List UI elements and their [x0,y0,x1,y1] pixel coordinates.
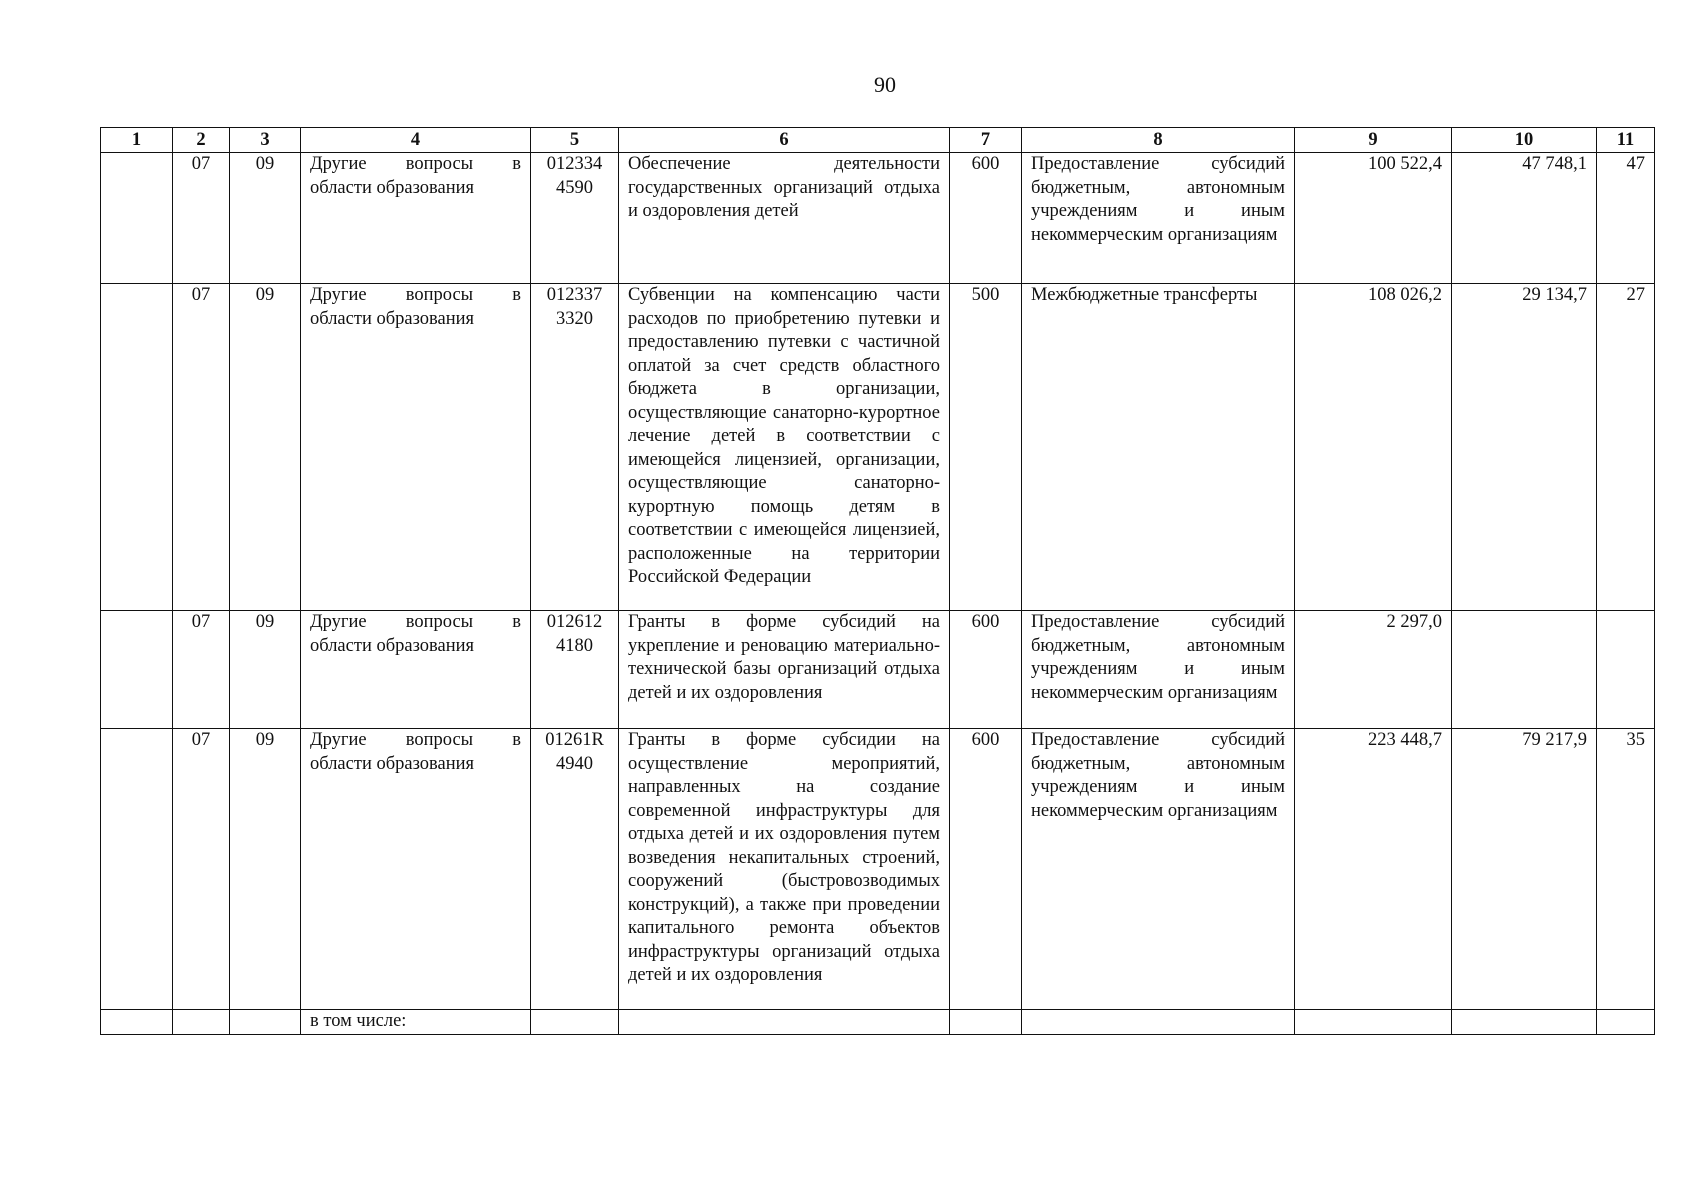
cell-expense-type: 600 [950,611,1022,729]
cell-target-code [531,284,619,611]
empty-cell [230,1010,301,1035]
cell-section-name [301,611,531,729]
section-name-word: вопросы [405,285,474,305]
column-header: 9 [1295,128,1452,153]
cell-amount-executed: 79 217,9 [1452,729,1597,1010]
column-header: 10 [1452,128,1597,153]
cell-section-name [301,729,531,1010]
cell-section: 07 [173,284,230,611]
cell-target-name: Гранты в форме субсидий на укрепление и реновацию материально-технической базы организаций отдыха детей и их оздоровления [619,611,950,729]
section-name-rest: области образования [310,308,475,329]
cell-percent: 35 [1597,729,1655,1010]
cell-section: 07 [173,729,230,1010]
cell-amount-plan: 100 522,4 [1295,153,1452,284]
target-code-line2: 4180 [556,635,593,656]
column-header: 1 [101,128,173,153]
target-code-line2: 4940 [556,753,593,774]
section-name-word: Другие [310,612,367,632]
cell-col1 [101,153,173,284]
column-header: 3 [230,128,301,153]
table-row [101,153,1655,284]
table-row [101,284,1655,611]
section-name-first-line [310,153,521,177]
column-header: 7 [950,128,1022,153]
cell-expense-type: 500 [950,284,1022,611]
table-row [101,729,1655,1010]
cell-expense-type: 600 [950,729,1022,1010]
target-code-line1: 012337 [546,285,603,305]
target-code-line1: 012334 [546,154,603,174]
cell-amount-plan: 2 297,0 [1295,611,1452,729]
cell-section: 07 [173,611,230,729]
section-name-word: Другие [310,154,367,174]
section-name-first-line [310,729,521,753]
empty-cell [950,1010,1022,1035]
section-name-first-line [310,611,521,635]
cell-section-name [301,284,531,611]
section-name-word: в [512,285,521,305]
cell-expense-name: Межбюджетные трансферты [1022,284,1295,611]
empty-cell [1295,1010,1452,1035]
column-header: 6 [619,128,950,153]
cell-col1 [101,284,173,611]
section-name-word: вопросы [405,730,474,750]
cell-expense-name: Предоставление субсидий бюджетным, автономным учреждениям и иным некоммерческим организациям [1022,611,1295,729]
cell-percent [1597,611,1655,729]
target-code-line1: 012612 [546,612,603,632]
cell-expense-type: 600 [950,153,1022,284]
section-name-word: Другие [310,730,367,750]
cell-amount-executed: 29 134,7 [1452,284,1597,611]
section-name-rest: области образования [310,753,475,774]
cell-target-name: Обеспечение деятельности государственных организаций отдыха и оздоровления детей [619,153,950,284]
column-header: 11 [1597,128,1655,153]
empty-cell [531,1010,619,1035]
budget-table [100,127,1655,1035]
target-code-line1: 01261R [545,730,604,750]
section-name-first-line [310,284,521,308]
target-code-line2: 3320 [556,308,593,329]
cell-subsection: 09 [230,284,301,611]
cell-amount-executed: 47 748,1 [1452,153,1597,284]
cell-expense-name: Предоставление субсидий бюджетным, автономным учреждениям и иным некоммерческим организациям [1022,729,1295,1010]
cell-section-name [301,153,531,284]
cell-amount-plan: 108 026,2 [1295,284,1452,611]
column-header: 2 [173,128,230,153]
cell-target-name: Гранты в форме субсидии на осуществление мероприятий, направленных на создание современной инфраструктуры для отдыха детей и их оздоровления путем возведения некапитальных строений, сооружений (быстровозводимых конструкций), а также при проведении капитального ремонта объектов инфраструктуры организаций отдыха детей и их оздоровления [619,729,950,1010]
section-name-word: в [512,730,521,750]
cell-subsection: 09 [230,729,301,1010]
empty-cell [1452,1010,1597,1035]
empty-cell [619,1010,950,1035]
cell-target-code [531,729,619,1010]
section-name-word: вопросы [405,154,474,174]
subtotal-row [101,1010,1655,1035]
cell-subsection: 09 [230,153,301,284]
cell-amount-plan: 223 448,7 [1295,729,1452,1010]
section-name-word: Другие [310,285,367,305]
page-number: 90 [874,72,896,97]
cell-expense-name: Предоставление субсидий бюджетным, автономным учреждениям и иным некоммерческим организациям [1022,153,1295,284]
header-row [101,128,1655,153]
target-code-line2: 4590 [556,177,593,198]
section-name-word: вопросы [405,612,474,632]
cell-section: 07 [173,153,230,284]
cell-col1 [101,611,173,729]
section-name-word: в [512,154,521,174]
section-name-rest: области образования [310,177,475,198]
column-header: 5 [531,128,619,153]
section-name-word: в [512,612,521,632]
subtotal-label: в том числе: [301,1010,531,1035]
cell-col1 [101,729,173,1010]
table-row [101,611,1655,729]
cell-target-name: Субвенции на компенсацию части расходов по приобретению путевки и предоставлению путевки с частичной оплатой за счет средств областного бюджета в организации, осуществляющие санаторно-курортное лечение детей в соответствии с имеющейся лицензией, организации, осуществляющие санаторно-курортную помощь детям в соответствии с имеющейся лицензией, расположенные на территории Российской Федерации [619,284,950,611]
cell-percent: 27 [1597,284,1655,611]
cell-subsection: 09 [230,611,301,729]
empty-cell [1022,1010,1295,1035]
empty-cell [173,1010,230,1035]
column-header: 8 [1022,128,1295,153]
empty-cell [1597,1010,1655,1035]
cell-target-code [531,153,619,284]
cell-target-code [531,611,619,729]
cell-percent: 47 [1597,153,1655,284]
cell-amount-executed [1452,611,1597,729]
section-name-rest: области образования [310,635,475,656]
column-header: 4 [301,128,531,153]
empty-cell [101,1010,173,1035]
